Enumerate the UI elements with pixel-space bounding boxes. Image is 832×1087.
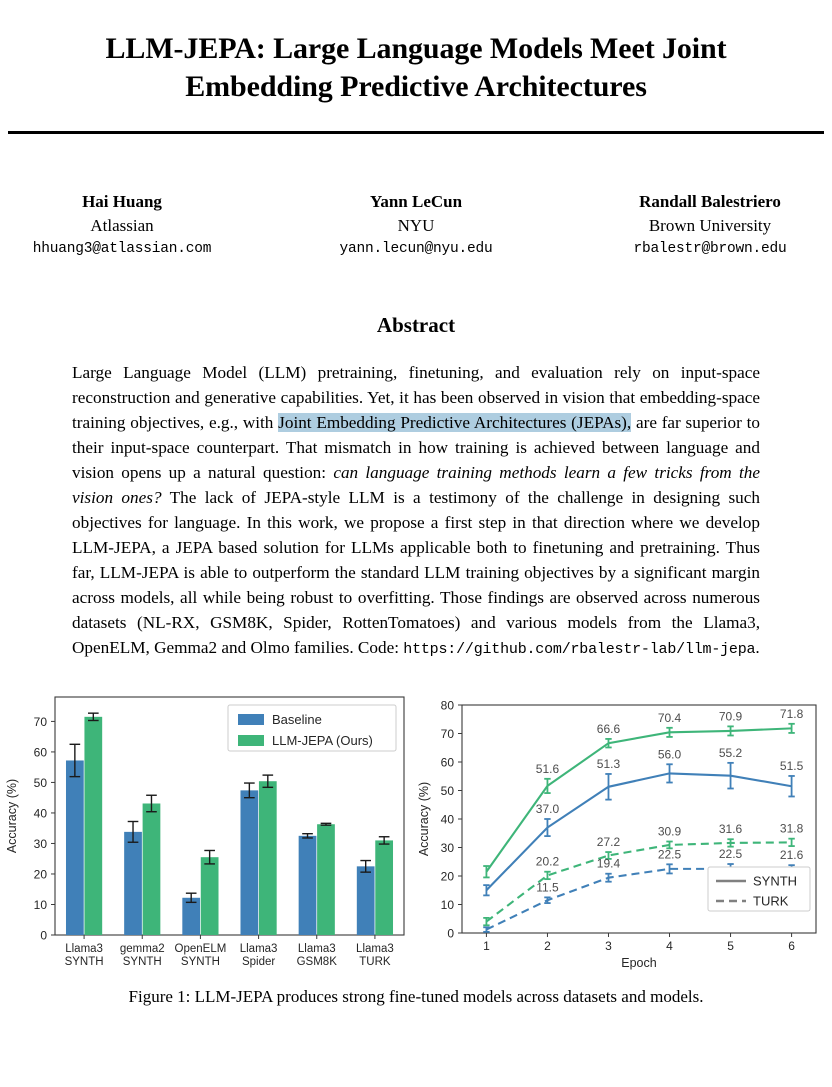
bar xyxy=(317,824,335,935)
legend-swatch xyxy=(238,714,264,725)
page-title: LLM-JEPA: Large Language Models Meet Joint Embedding Predictive Architectures xyxy=(105,32,727,104)
y-tick-label: 50 xyxy=(440,783,454,798)
x-axis-label: Epoch xyxy=(621,955,657,970)
data-point-label: 70.4 xyxy=(657,710,682,725)
data-point-label: 56.0 xyxy=(657,747,682,762)
author-name: Randall Balestriero xyxy=(639,191,781,211)
y-tick-label: 60 xyxy=(440,755,454,770)
x-tick-label: GSM8K xyxy=(296,955,337,968)
bar xyxy=(143,803,161,935)
data-point-label: 31.8 xyxy=(779,821,804,836)
y-tick-label: 60 xyxy=(33,745,47,760)
data-point-label: 51.3 xyxy=(596,756,621,771)
author-entry xyxy=(301,190,531,261)
author-entry xyxy=(595,190,825,261)
abstract-part-1: Large Language Model (LLM) pretraining, finetuning, and evaluation rely on input-space reconstruction and generative capabilities. Yet, it has been observed in vision that embedding-space training objectives, e.g., with xyxy=(72,362,760,432)
legend-label: LLM-JEPA (Ours) xyxy=(272,732,373,748)
x-tick-label: TURK xyxy=(359,955,391,968)
y-tick-label: 80 xyxy=(440,698,454,713)
figure-1 xyxy=(0,685,832,1006)
data-point-label: 55.2 xyxy=(718,745,743,760)
figure-caption: Figure 1: LLM-JEPA produces strong fine-tuned models across datasets and models. xyxy=(128,986,704,1006)
bar xyxy=(124,832,142,935)
y-tick-label: 20 xyxy=(33,867,47,882)
x-tick-label: OpenELM xyxy=(174,942,227,955)
y-tick-label: 70 xyxy=(33,714,47,729)
x-tick-label: Llama3 xyxy=(356,942,394,955)
bar xyxy=(375,840,393,935)
y-tick-label: 30 xyxy=(33,836,47,851)
y-tick-label: 40 xyxy=(33,806,47,821)
x-tick-label: SYNTH xyxy=(122,955,162,968)
author-email: yann.lecun@nyu.edu xyxy=(339,241,493,258)
abstract-end: . xyxy=(755,637,760,657)
bar xyxy=(259,781,277,935)
x-tick-label: SYNTH xyxy=(64,955,104,968)
bar xyxy=(182,898,200,935)
y-tick-label: 10 xyxy=(440,897,454,912)
y-tick-label: 40 xyxy=(440,812,454,827)
data-point-label: 27.2 xyxy=(596,834,621,849)
author-name: Yann LeCun xyxy=(369,191,463,211)
bar-chart xyxy=(0,685,416,985)
title-block xyxy=(0,0,832,107)
legend-label: TURK xyxy=(753,893,789,909)
abstract-highlight: Joint Embedding Predictive Architectures (JEPAs), xyxy=(278,412,632,432)
bar xyxy=(84,717,102,935)
data-point-label: 21.6 xyxy=(779,847,804,862)
data-point-label: 71.8 xyxy=(779,706,804,721)
data-point-label: 37.0 xyxy=(535,801,560,816)
author-affiliation: Brown University xyxy=(648,216,772,236)
x-tick-label: 6 xyxy=(788,938,795,953)
bar xyxy=(201,857,219,935)
legend-swatch xyxy=(238,735,264,746)
data-point-label: 70.9 xyxy=(718,709,743,724)
author-email: hhuang3@atlassian.com xyxy=(32,241,212,258)
x-tick-label: SYNTH xyxy=(180,955,220,968)
abstract-part-3: The lack of JEPA-style LLM is a testimony of the challenge in designing such objectives for language. In this work, we propose a first step in that direction where we develop LLM-JEPA, a JEPA based solution for LLMs applicable both to finetuning and pretraining. Thus far, LLM-JEPA is able to outperform the standard LLM training objectives by a significant margin across models, all while being robust to overfitting. Those findings are observed across numerous datasets (NL-RX, GSM8K, Spider, RottenTomatoes) and various models from the Llama3, OpenELM, Gemma2 and Olmo families. Code: xyxy=(72,487,760,657)
author-block xyxy=(0,190,832,261)
y-tick-label: 10 xyxy=(33,897,47,912)
author-affiliation: NYU xyxy=(397,216,435,236)
y-tick-label: 70 xyxy=(440,726,454,741)
abstract-italic-question: can language training methods learn a few tricks from the vision ones? xyxy=(72,462,760,507)
data-point-label: 22.5 xyxy=(657,847,682,862)
bar xyxy=(299,836,317,935)
abstract-text xyxy=(72,360,760,661)
author-name: Hai Huang xyxy=(82,191,162,211)
legend-label: SYNTH xyxy=(753,873,798,889)
line-chart xyxy=(416,685,832,985)
y-tick-label: 30 xyxy=(440,840,454,855)
data-point-label: 51.5 xyxy=(779,758,804,773)
x-tick-label: 2 xyxy=(544,938,551,953)
x-tick-label: Spider xyxy=(241,955,276,968)
data-point-label: 30.9 xyxy=(657,824,682,839)
x-tick-label: 3 xyxy=(605,938,612,953)
data-point-label: 22.5 xyxy=(718,846,743,861)
data-point-label: 20.2 xyxy=(535,854,560,869)
title-divider xyxy=(8,131,824,134)
x-tick-label: Llama3 xyxy=(239,942,278,955)
bar xyxy=(357,866,375,935)
x-tick-label: 4 xyxy=(666,938,673,953)
bar xyxy=(240,790,258,935)
data-point-label: 11.5 xyxy=(536,880,559,895)
y-axis-label: Accuracy (%) xyxy=(5,778,19,853)
abstract-part-2: are far superior to their input-space counterpart. That mismatch in how training is achieved between language and vision opens up a natural question: xyxy=(72,412,760,482)
data-point-label: 51.6 xyxy=(535,761,560,776)
author-email: rbalestr@brown.edu xyxy=(633,241,787,258)
x-tick-label: Llama3 xyxy=(297,942,336,955)
abstract-heading: Abstract xyxy=(376,312,456,337)
y-axis-label: Accuracy (%) xyxy=(417,781,431,856)
code-url[interactable]: https://github.com/rbalestr-lab/llm-jepa xyxy=(403,640,756,658)
legend-label: Baseline xyxy=(272,711,322,727)
author-affiliation: Atlassian xyxy=(90,216,154,236)
data-point-label: 66.6 xyxy=(596,721,621,736)
y-tick-label: 0 xyxy=(40,928,47,943)
bar xyxy=(66,760,84,935)
x-tick-label: gemma2 xyxy=(119,942,165,955)
y-tick-label: 0 xyxy=(447,926,454,941)
y-tick-label: 20 xyxy=(440,869,454,884)
x-tick-label: Llama3 xyxy=(65,942,103,955)
data-point-label: 31.6 xyxy=(718,822,743,837)
figure-charts xyxy=(0,685,832,985)
author-entry xyxy=(7,190,237,261)
x-tick-label: 5 xyxy=(727,938,734,953)
x-tick-label: 1 xyxy=(483,938,490,953)
data-point-label: 19.4 xyxy=(596,856,621,871)
y-tick-label: 50 xyxy=(33,775,47,790)
